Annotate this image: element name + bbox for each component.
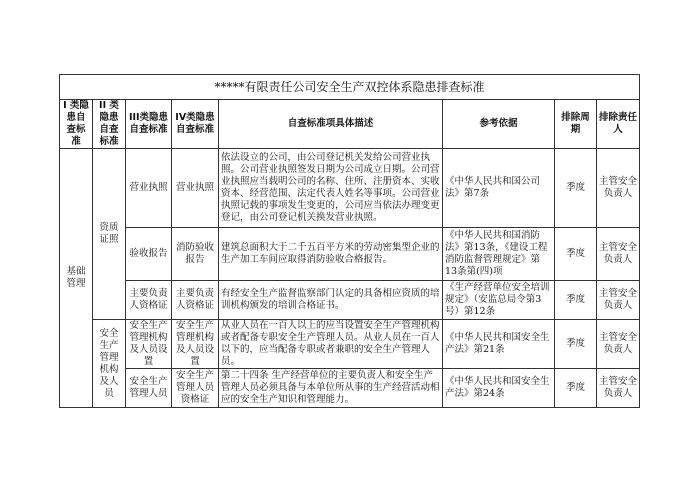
description-cell: 依法设立的公司，由公司登记机关发给公司营业执照。公司营业执照签发日期为公司成立日期。公司营业执照应当载明公司的名称、住所、注册资本、实收资本、经营范围、法定代表人姓名等事项。公司营业执照记载的事项发生变更的，公司应当依法办理变更登记，由公司登记机关换发营业执照。: [219, 149, 443, 228]
period-cell: 季度: [555, 320, 597, 369]
reference-cell: 《中华人民共和国安全生产法》第21条: [443, 320, 555, 369]
description-cell: 第二十四条 生产经营单位的主要负责人和安全生产管理人员必须具备与本单位所从事的生产经营活动相应的安全生产知识和管理能力。: [219, 369, 443, 408]
description-cell: 建筑总面积大于二千五百平方米的劳动密集型企业的生产加工车间应取得消防验收合格报告。: [219, 228, 443, 281]
header-level4: IV类隐患自查标准: [172, 100, 219, 149]
level4-cell: 主要负责人资格证: [172, 281, 219, 320]
header-description: 自查标准项具体描述: [219, 100, 443, 149]
level3-cell: 主要负责人资格证: [126, 281, 172, 320]
responsible-cell: 主管安全负责人: [597, 149, 640, 228]
header-reference: 参考依据: [443, 100, 555, 149]
table-row: [60, 369, 640, 408]
header-responsible: 排除责任人: [597, 100, 640, 149]
level3-cell: 安全生产管理人员: [126, 369, 172, 408]
level2-group-cell: 资质证照: [93, 149, 126, 320]
responsible-cell: 主管安全负责人: [597, 281, 640, 320]
period-cell: 季度: [555, 228, 597, 281]
period-cell: 季度: [555, 149, 597, 228]
table-title: *****有限责任公司安全生产双控体系隐患排查标准: [60, 75, 640, 100]
level4-cell: 营业执照: [172, 149, 219, 228]
header-level2: II 类隐患自查标准: [93, 100, 126, 149]
level2-group-cell: 安全生产管理机构及人员: [93, 320, 126, 408]
responsible-cell: 主管安全负责人: [597, 369, 640, 408]
responsible-cell: 主管安全负责人: [597, 228, 640, 281]
responsible-cell: 主管安全负责人: [597, 320, 640, 369]
level3-cell: 营业执照: [126, 149, 172, 228]
period-cell: 季度: [555, 281, 597, 320]
hazard-standard-table: [59, 74, 640, 408]
level1-group-cell: 基础管理: [60, 149, 93, 408]
description-cell: 从业人员在一百人以上的应当设置安全生产管理机构或者配备专职安全生产管理人员。从业人员在一百人以下的，应当配备专职或者兼职的安全生产管理人员。: [219, 320, 443, 369]
level4-cell: 消防验收报告: [172, 228, 219, 281]
table-row: [60, 320, 640, 369]
reference-cell: 《中华人民共和国安全生产法》第24条: [443, 369, 555, 408]
table-row: [60, 228, 640, 281]
period-cell: 季度: [555, 369, 597, 408]
header-period: 排除周期: [555, 100, 597, 149]
table-row: [60, 281, 640, 320]
reference-cell: 《生产经营单位安全培训规定》（安监总局令第3号）第12条: [443, 281, 555, 320]
level4-cell: 安全生产管理机构及人员设置: [172, 320, 219, 369]
header-level1: I 类隐患自查标准: [60, 100, 93, 149]
level3-cell: 安全生产管理机构及人员设置: [126, 320, 172, 369]
level4-cell: 安全生产管理人员资格证: [172, 369, 219, 408]
description-cell: 有经安全生产监督监察部门认定的具备相应资质的培训机构颁发的培训合格证书。: [219, 281, 443, 320]
table-row: [60, 149, 640, 228]
header-row: [60, 100, 640, 149]
reference-cell: 《中华人民共和国消防法》第13条，《建设工程消防监督管理规定》第13条第(四)项: [443, 228, 555, 281]
level3-cell: 验收报告: [126, 228, 172, 281]
reference-cell: 《中华人民共和国公司法》第7条: [443, 149, 555, 228]
header-level3: III类隐患自查标准: [126, 100, 172, 149]
